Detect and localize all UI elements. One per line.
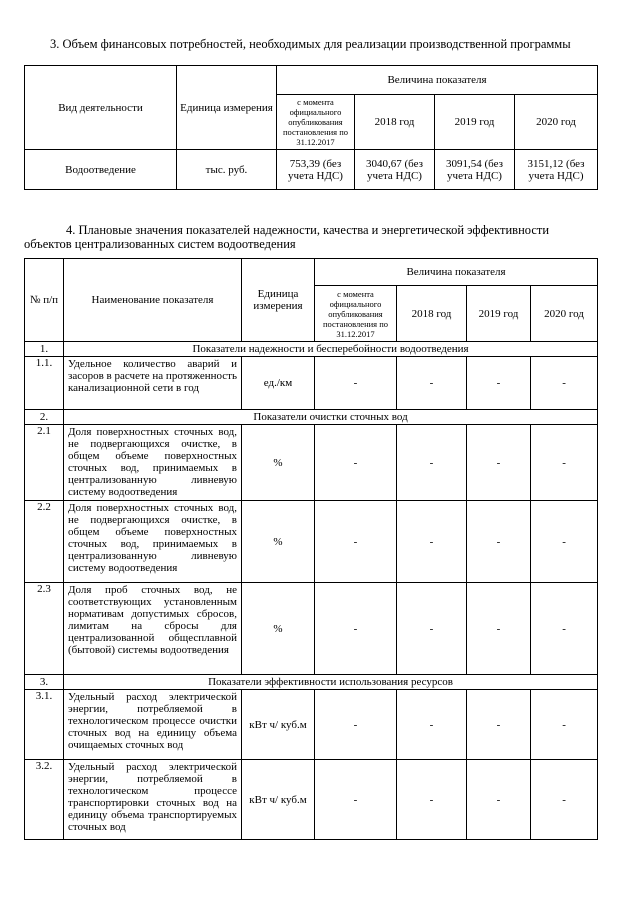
table-row bbox=[25, 690, 598, 760]
row-name: Доля поверхностных сточных вод, не подвергающихся очистке, в общем объеме поверхностных сточных вод, принимаемых в централизованную ливневую систему водоотведения bbox=[64, 425, 242, 501]
header-2018: 2018 год bbox=[355, 95, 435, 150]
table-row bbox=[25, 501, 598, 583]
row-name: Удельное количество аварий и засоров в расчете на протяженность канализационной сети в год bbox=[64, 357, 242, 410]
row-value: - bbox=[315, 357, 397, 410]
header-value: Величина показателя bbox=[315, 259, 598, 286]
row-value: - bbox=[467, 425, 531, 501]
header-value: Величина показателя bbox=[277, 66, 598, 95]
row-value: - bbox=[531, 760, 598, 840]
section4-title-line2: объектов централизованных систем водоотведения bbox=[24, 237, 296, 251]
cell-value-2019: 3091,54 (без учета НДС) bbox=[435, 150, 515, 190]
group-row bbox=[25, 342, 598, 357]
row-value: - bbox=[315, 690, 397, 760]
cell-value-2020: 3151,12 (без учета НДС) bbox=[515, 150, 598, 190]
table-row bbox=[25, 760, 598, 840]
row-unit: % bbox=[242, 425, 315, 501]
row-unit: % bbox=[242, 583, 315, 675]
row-value: - bbox=[315, 425, 397, 501]
row-value: - bbox=[397, 583, 467, 675]
row-name: Доля проб сточных вод, не соответствующих установленным нормативам допустимых сбросов, лимитам на сбросы для централизованной общесплавной (бытовой) системы водоотведения bbox=[64, 583, 242, 675]
row-value: - bbox=[315, 760, 397, 840]
table-row bbox=[25, 425, 598, 501]
row-unit: кВт ч/ куб.м bbox=[242, 760, 315, 840]
table-row bbox=[25, 357, 598, 410]
header-2019: 2019 год bbox=[467, 286, 531, 342]
section3-title: 3. Объем финансовых потребностей, необходимых для реализации производственной программы bbox=[50, 37, 571, 51]
row-value: - bbox=[315, 501, 397, 583]
group-num: 3. bbox=[25, 675, 64, 690]
row-unit: ед./км bbox=[242, 357, 315, 410]
header-from-moment: с момента официального опубликования постановления по 31.12.2017 bbox=[315, 286, 397, 342]
row-value: - bbox=[315, 583, 397, 675]
row-value: - bbox=[531, 690, 598, 760]
row-value: - bbox=[397, 357, 467, 410]
header-2019: 2019 год bbox=[435, 95, 515, 150]
group-title: Показатели эффективности использования ресурсов bbox=[64, 675, 598, 690]
row-value: - bbox=[467, 501, 531, 583]
row-value: - bbox=[397, 425, 467, 501]
group-title: Показатели надежности и бесперебойности водоотведения bbox=[64, 342, 598, 357]
group-num: 1. bbox=[25, 342, 64, 357]
row-value: - bbox=[397, 690, 467, 760]
row-unit: % bbox=[242, 501, 315, 583]
row-num: 1.1. bbox=[25, 357, 64, 410]
group-row bbox=[25, 410, 598, 425]
row-value: - bbox=[531, 357, 598, 410]
cell-activity: Водоотведение bbox=[25, 150, 177, 190]
row-unit: кВт ч/ куб.м bbox=[242, 690, 315, 760]
row-value: - bbox=[397, 760, 467, 840]
group-num: 2. bbox=[25, 410, 64, 425]
row-num: 2.2 bbox=[25, 501, 64, 583]
header-2018: 2018 год bbox=[397, 286, 467, 342]
row-value: - bbox=[467, 357, 531, 410]
indicators-table bbox=[24, 258, 598, 840]
row-value: - bbox=[467, 690, 531, 760]
cell-value-from-moment: 753,39 (без учета НДС) bbox=[277, 150, 355, 190]
table-row bbox=[25, 583, 598, 675]
row-value: - bbox=[531, 425, 598, 501]
row-value: - bbox=[531, 583, 598, 675]
row-value: - bbox=[467, 760, 531, 840]
row-name: Удельный расход электрической энергии, потребляемой в технологическом процессе очистки сточных вод на единицу объема очищаемых сточных вод bbox=[64, 690, 242, 760]
header-activity: Вид деятельности bbox=[25, 66, 177, 150]
header-from-moment: с момента официального опубликования постановления по 31.12.2017 bbox=[277, 95, 355, 150]
row-value: - bbox=[397, 501, 467, 583]
group-title: Показатели очистки сточных вод bbox=[64, 410, 598, 425]
section4-title-line1: 4. Плановые значения показателей надежности, качества и энергетической эффективности bbox=[66, 223, 550, 237]
row-value: - bbox=[531, 501, 598, 583]
row-num: 2.3 bbox=[25, 583, 64, 675]
row-value: - bbox=[467, 583, 531, 675]
cell-value-2018: 3040,67 (без учета НДС) bbox=[355, 150, 435, 190]
header-num: № п/п bbox=[25, 259, 64, 342]
row-num: 3.2. bbox=[25, 760, 64, 840]
financial-needs-table bbox=[24, 65, 598, 190]
header-2020: 2020 год bbox=[515, 95, 598, 150]
row-num: 2.1 bbox=[25, 425, 64, 501]
header-unit: Единица измерения bbox=[242, 259, 315, 342]
group-row bbox=[25, 675, 598, 690]
header-unit: Единица измерения bbox=[177, 66, 277, 150]
header-2020: 2020 год bbox=[531, 286, 598, 342]
cell-unit: тыс. руб. bbox=[177, 150, 277, 190]
row-name: Удельный расход электрической энергии, потребляемой в технологическом процессе транспортировки сточных вод на единицу объема транспортируемых сточных вод bbox=[64, 760, 242, 840]
row-num: 3.1. bbox=[25, 690, 64, 760]
row-name: Доля поверхностных сточных вод, не подвергающихся очистке, в общем объеме поверхностных сточных вод, принимаемых в централизованную ливневую систему водоотведения bbox=[64, 501, 242, 583]
header-name: Наименование показателя bbox=[64, 259, 242, 342]
